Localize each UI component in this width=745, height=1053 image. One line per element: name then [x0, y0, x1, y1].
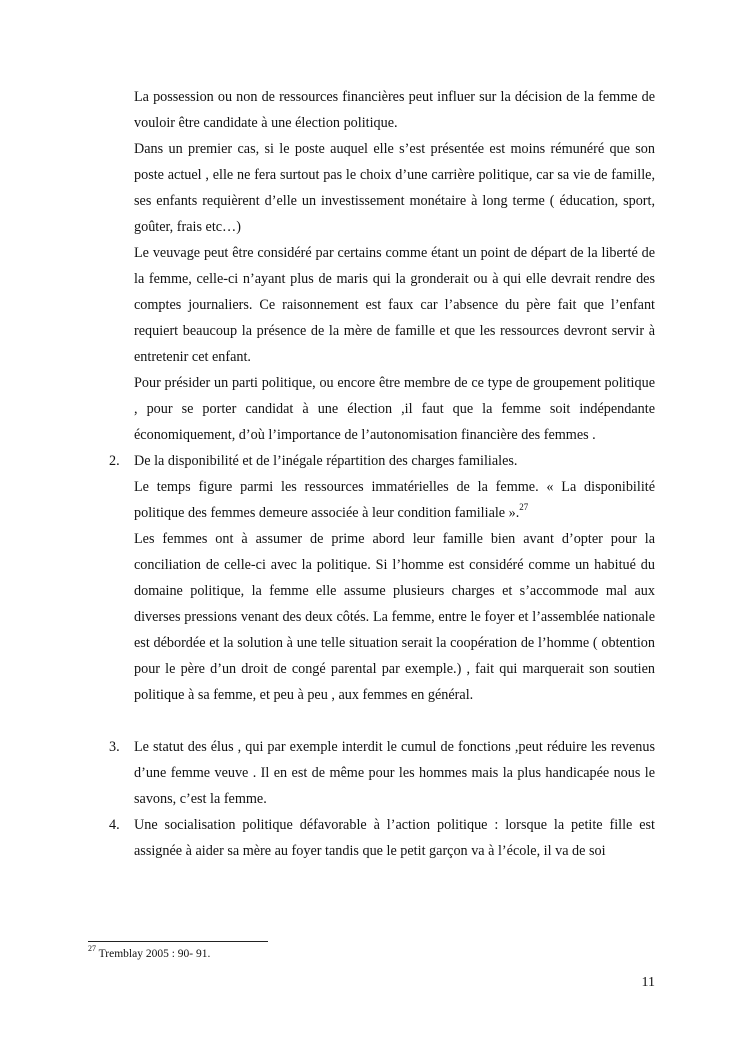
- paragraph-first-case: Dans un premier cas, si le poste auquel elle s’est présentée est moins rémunéré que son poste actuel , elle ne fera surtout pas le choix d’une carrière politique, car sa vie de famille, ses enfants requièrent d’elle un investissement monétaire à long terme ( éducation, sport, goûter, frais etc…): [134, 141, 655, 235]
- paragraph-widowhood: Le veuvage peut être considéré par certains comme étant un point de départ de la liberté de la femme, celle-ci n’ayant plus de maris qui la gronderait ou à qui elle devrait rendre des comptes journaliers. Ce raisonnement est faux car l’absence du père fait que l’enfant requiert beaucoup la présence de la mère de famille et que les ressources devront servir à entretenir cet enfant.: [134, 245, 655, 365]
- spacer: [134, 708, 655, 734]
- list-number: 3.: [109, 739, 120, 755]
- list-number: 2.: [109, 453, 120, 469]
- list-number: 4.: [109, 817, 120, 833]
- list-item-2: [109, 448, 655, 708]
- list-item-text: Une socialisation politique défavorable à l’action politique : lorsque la petite fille est assignée à aider sa mère au foyer tandis que le petit garçon va à l’école, il va de soi: [134, 817, 655, 859]
- paragraph-financial-resources: La possession ou non de ressources financières peut influer sur la décision de la femme de vouloir être candidate à une élection politique.: [134, 89, 655, 131]
- page-number: 11: [641, 975, 655, 990]
- footnote-reference: 27: [519, 502, 529, 513]
- paragraph-party-leadership: Pour présider un parti politique, ou encore être membre de ce type de groupement politique , pour se porter candidat à une élection ,il faut que la femme soit indépendante économiquement, d’où l’importance de l’autonomisation financière des femmes .: [134, 375, 655, 443]
- list-item-3: [109, 734, 655, 812]
- list-item-text: Le statut des élus , qui par exemple interdit le cumul de fonctions ,peut réduire les revenus d’une femme veuve . Il en est de même pour les hommes mais la plus handicapée nous le savons, c’est la femme.: [134, 739, 655, 807]
- footnote-text: Tremblay 2005 : 90- 91.: [98, 948, 211, 960]
- list-item-4: [109, 812, 655, 864]
- paragraph-time-resource: Le temps figure parmi les ressources immatérielles de la femme. « La disponibilité politique des femmes demeure associée à leur condition familiale ».$^{27}$: [134, 479, 655, 521]
- body-text: [109, 84, 655, 864]
- list-item-heading: De la disponibilité et de l’inégale répartition des charges familiales.: [134, 453, 518, 469]
- footnote-number: 27: [88, 944, 96, 954]
- footnote-separator: [88, 941, 268, 942]
- footnote: [88, 946, 210, 962]
- paragraph-family-charges: Les femmes ont à assumer de prime abord leur famille bien avant d’opter pour la conciliation de celle-ci avec la politique. Si l’homme est considéré comme un habitué du domaine politique, la femme elle assume plusieurs charges et s’accommode mal aux diverses pressions venant des deux côtés. La femme, entre le foyer et l’assemblée nationale est débordée et la solution à une telle situation serait la coopération de l’homme ( obtention pour le père d’un droit de congé parental par exemple.) , fait qui marquerait son soutien politique à sa femme, et peu à peu , aux femmes en général.: [134, 531, 655, 703]
